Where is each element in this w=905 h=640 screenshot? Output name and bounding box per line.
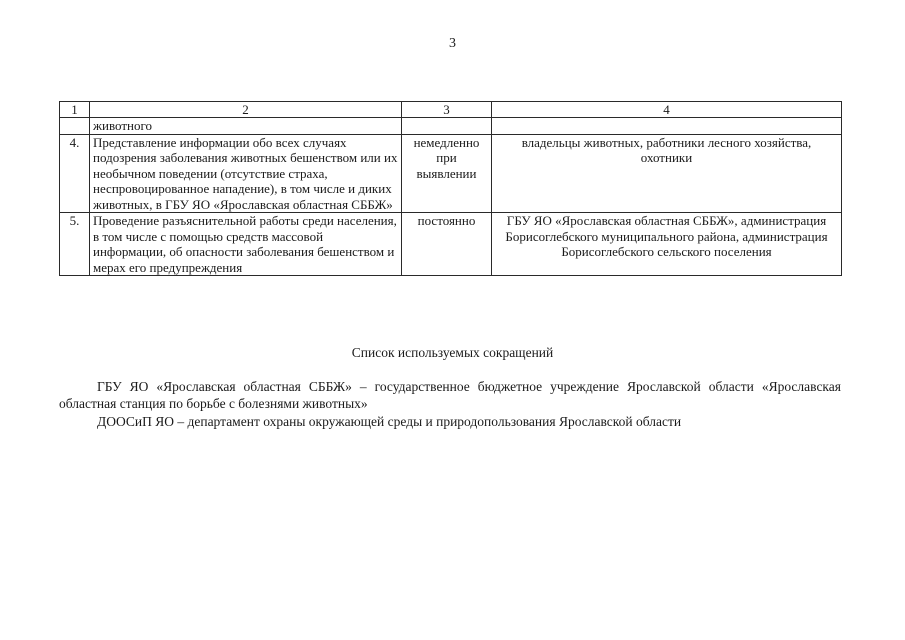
- row-term: [402, 118, 492, 135]
- row-action: Проведение разъяснительной работы среди населения, в том числе с помощью средств массовой информации, об опасности заболевания бешенством и мерах его предупреждения: [90, 213, 402, 276]
- row-responsible: [492, 118, 842, 135]
- abbreviations-title: Список используемых сокращений: [351, 345, 554, 360]
- header-cell-action: 2: [90, 102, 402, 118]
- table-row: [60, 213, 842, 276]
- row-number: 4.: [60, 134, 90, 213]
- table-header-row: [60, 102, 842, 118]
- abbreviation-item: ГБУ ЯО «Ярославская областная СББЖ» – государственное бюджетное учреждение Ярославской области «Ярославская областная станция по борьбе с болезнями животных»: [59, 379, 841, 411]
- page-number: 3: [449, 36, 456, 51]
- measures-table: [59, 101, 842, 276]
- row-term: постоянно: [402, 213, 492, 276]
- row-term: немедленно при выявлении: [402, 134, 492, 213]
- row-responsible: ГБУ ЯО «Ярославская областная СББЖ», администрация Борисоглебского муниципального района, администрация Борисоглебского сельского поселения: [492, 213, 842, 276]
- table-row: [60, 134, 842, 213]
- abbreviation-item: ДООСиП ЯО – департамент охраны окружающей среды и природопользования Ярославской области: [97, 414, 682, 429]
- table-row: [60, 118, 842, 135]
- header-cell-num: 1: [60, 102, 90, 118]
- row-number: 5.: [60, 213, 90, 276]
- header-cell-responsible: 4: [492, 102, 842, 118]
- row-action: Представление информации обо всех случаях подозрения заболевания животных бешенством или их необычном поведении (отсутствие страха, неспровоцированное нападение), в том числе и диких животных, в ГБУ ЯО «Ярославская областная СББЖ»: [90, 134, 402, 213]
- row-responsible: владельцы животных, работники лесного хозяйства, охотники: [492, 134, 842, 213]
- row-number: [60, 118, 90, 135]
- header-cell-term: 3: [402, 102, 492, 118]
- row-action: животного: [90, 118, 402, 135]
